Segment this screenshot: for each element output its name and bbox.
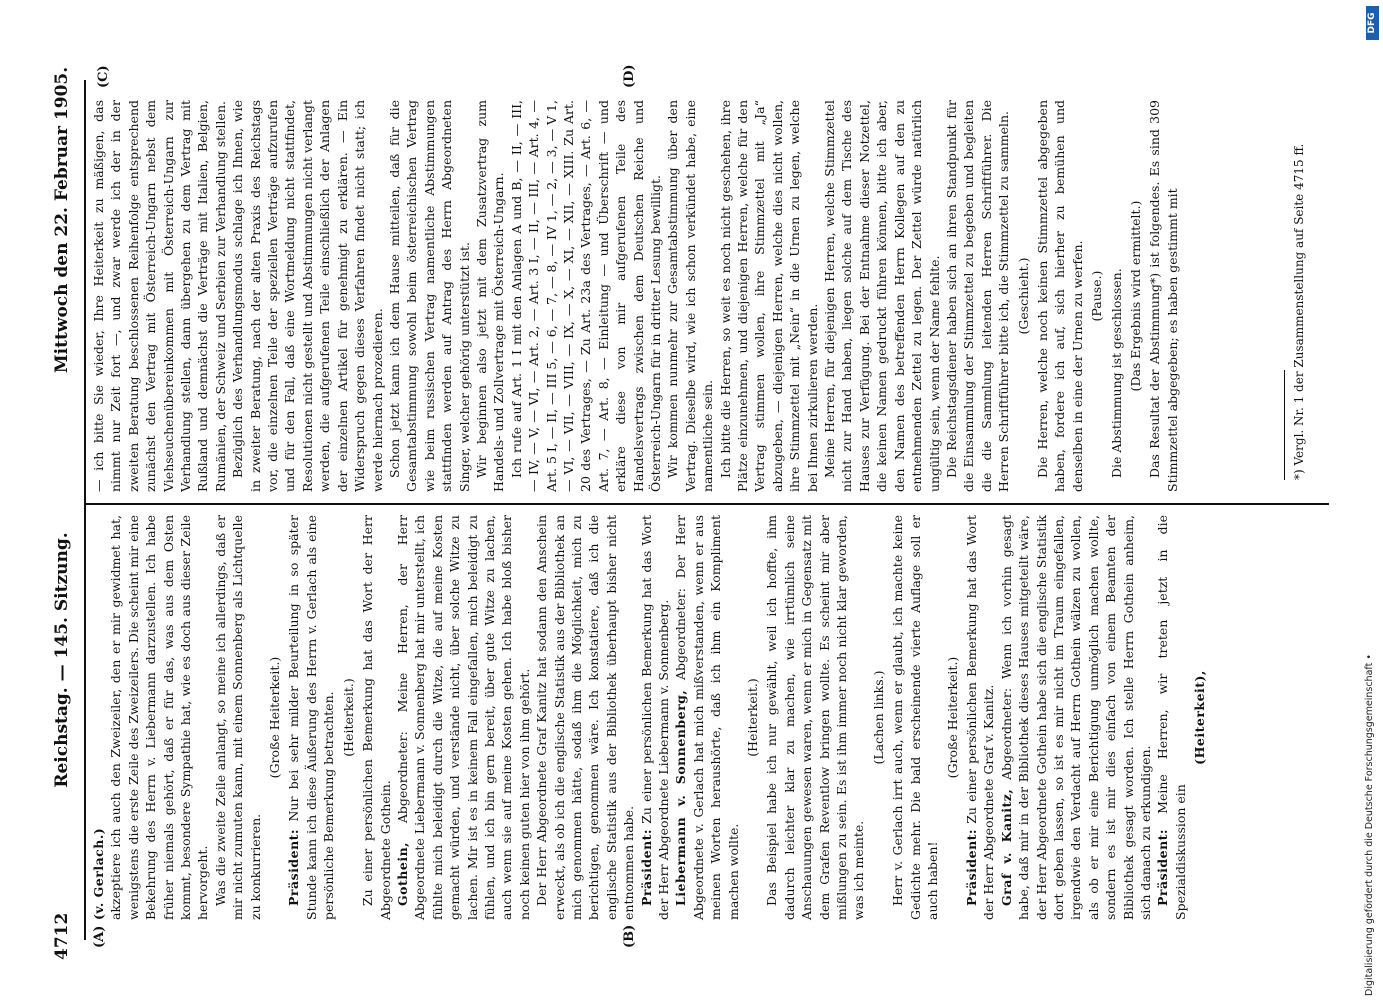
paragraph: Herr v. Gerlach irrt auch, wenn er glaubt, ich machte keine Gedichte mehr. Die bald erscheinende vierte Auflage soll er auch haben!: [890, 515, 941, 920]
paragraph: [672, 515, 742, 920]
paragraph: [998, 515, 1155, 920]
margin-marker-c: (C): [96, 65, 111, 88]
paragraph: akzeptiere ich auch den Zweizeiler, den er mir gewidmet hat, wenigstens die erste Zeile des Zweizeilers. Die scheint mir eine Bekehrung des Herrn v. Liebermann darzustellen. Ich habe früher niemals gehört, daß er für das, was aus dem Osten kommt, besondere Sympathie hat, wie es doch aus dieser Zeile hervorgeht.: [108, 515, 211, 920]
paragraph: [394, 515, 533, 920]
speech-text: Nur bei sehr milder Beurteilung in so später Stunde kann ich diese Äußerung des Herrn v. Gerlach als eine persönliche Bemerkung betrachten.: [286, 515, 337, 920]
footnote: *) Vergl. Nr. 1 der Zusammenstellung auf Seite 4715 ff.: [1292, 143, 1306, 480]
paragraph: Die Reichstagsdiener haben sich an ihren Standpunkt für die Einsammlung der Stimmzettel zu begeben und begleiten die die Sammlung leitenden Herren Schriftführer. Die Herren Schriftführer bitte ich, die Stimmzettel zu sammeln.: [943, 100, 1012, 492]
margin-marker-b: (B): [622, 924, 637, 948]
reaction: (Heiterkeit),: [1192, 670, 1208, 765]
speaker-label: Präsident:: [286, 828, 302, 906]
paragraph: [1154, 515, 1189, 920]
paragraph: Die Herren, welche noch keinen Stimmzettel abgegeben haben, fordere ich auf, sich hierher zu bemühen und denselben in eine der Urnen zu werfen.: [1034, 100, 1085, 492]
reaction: (Große Heiterkeit.): [267, 656, 283, 779]
speech-text: Abgeordneter: Wenn ich vorhin gesagt habe, daß mir in der Bibliothek dieses Hauses mitgeteilt wäre, der Herr Abgeordnete Gothein habe sich die englische Statistik dort geben lassen, so ist es mir nicht im Traum eingefallen, irgendwie den Verdacht auf Herrn Gothein wälzen zu wollen, als ob er mir eine Berichtigung unmöglich machen wollte, sondern es ist mir dies einfach von einem Beamten der Bibliothek gesagt worden. Ich stelle Herrn Gothein anheim, sich danach zu erkundigen.: [998, 515, 1153, 920]
reaction: (Das Ergebnis wird ermittelt.): [1127, 200, 1143, 392]
speaker-label: Graf v. Kanitz,: [998, 788, 1014, 906]
paragraph: Wir beginnen also jetzt mit dem Zusatzvertrag zum Handels- und Zollvertrage mit Österreich-Ungarn.: [473, 100, 507, 492]
right-column: [90, 100, 1181, 492]
header-rule: [84, 80, 86, 940]
paragraph: Das Resultat der Abstimmung*) ist folgendes. Es sind 309 Stimmzettel abgegeben; es haben gestimmt mit: [1147, 100, 1180, 492]
speech-text: Zu einer persönlichen Bemerkung hat das Wort der Herr Abgeordnete Liebermann v. Sonnenberg.: [638, 515, 671, 920]
dfg-logo-text: DFG: [1367, 12, 1377, 34]
speech-text: Abgeordneter: Meine Herren, der Herr Abgeordnete Liebermann v. Sonnenberg hat mir unterstellt, ich fühlte mich beleidigt durch die Witze, die auf meine Kosten gemacht würden, und verstände nicht, über solche Witze zu lachen. Mir ist es in keinem Fall eingefallen, mich beleidigt zu fühlen, und ich bin gern bereit, über gute Witze zu lachen, auch wenn sie auf meine Kosten gehen. Ich habe bloß bisher noch keinen guten hier von ihm gehört.: [394, 515, 532, 920]
paragraph: Das Beispiel habe ich nur gewählt, weil ich hoffte, ihm dadurch leichter klar zu machen, wie irrtümlich seine Anschauungen gewesen waren, wenn er mich in Gegensatz mit dem Grafen Reventlow bringen wollte. Es scheint mir aber mißlungen zu sein. Es ist ihm immer noch nicht klar geworden, was ich meinte.: [764, 515, 867, 920]
speaker-label: Gothein,: [394, 841, 410, 906]
paragraph: Ich bitte die Herren, so weit es noch nicht geschehen, ihre Plätze einzunehmen, und diejenigen Herren, welche für den Vertrag stimmen wollen, ihre Stimmzettel mit „Ja“ abzugeben, — diejenigen Herren, welche dies nicht wollen, ihre Stimmzettel mit „Nein“ in die Urnen zu legen, welche bei Ihnen zirkulieren werden.: [717, 100, 820, 492]
paragraph: Wir kommen nunmehr zur Gesamtabstimmung über den Vertrag. Dieselbe wird, wie ich schon verkündet habe, eine namentliche sein.: [665, 100, 716, 492]
left-column: [90, 515, 1211, 920]
reaction: (Pause.): [1089, 270, 1105, 322]
footnote-rule: [1284, 370, 1285, 480]
speaker-label: Liebermann v. Sonnenberg,: [673, 689, 689, 906]
speaker-label: Präsident:: [638, 828, 654, 906]
reaction: (Lachen links.): [870, 670, 886, 765]
speaker-label: Präsident:: [963, 828, 979, 906]
credit-text: Digitalisierung gefördert durch die Deutsche Forschungsgemeinschaft •: [1364, 654, 1375, 996]
paragraph: [963, 515, 998, 920]
paragraph: [638, 515, 673, 920]
running-head: [40, 40, 74, 960]
paragraph: Die Abstimmung ist geschlossen.: [1108, 268, 1124, 478]
paragraph: Der Herr Abgeordnete Graf Kanitz hat sodann den Anschein erweckt, als ob ich die englische Statistik aus der Bibliothek an mich genommen hätte, sodaß ihm die Möglichkeit, mich zu berichtigen, genommen wäre. Ich konstatiere, daß ich die englische Statistik aus der Bibliothek überhaupt bisher nicht entnommen habe.: [534, 515, 637, 920]
paragraph: [285, 515, 337, 920]
paragraph: Zu einer persönlichen Bemerkung hat das Wort der Herr Abgeordnete Gothein.: [360, 515, 393, 920]
reaction: (Geschieht.): [1015, 257, 1031, 335]
margin-marker-d: (D): [622, 64, 637, 88]
paragraph: — ich bitte Sie wieder, Ihre Heiterkeit zu mäßigen, das nimmt nur Zeit fort —, und zwar werde ich der in der zweiten Beratung beschlossenen Reihenfolge entsprechend zunächst den Vertrag mit Österreich-Ungarn nebst dem Viehseuchenübereinkommen mit Österreich-Ungarn zur Verhandlung stellen, dann übergehen zu dem Vertrag mit Rußland und demnächst die Verträge mit Italien, Belgien, Rumänien, der Schweiz und Serbien zur Verhandlung stellen.: [91, 100, 228, 492]
reaction: (Große Heiterkeit.): [944, 656, 960, 779]
digitization-credit: [1364, 6, 1380, 996]
paragraph: Meine Herren, für diejenigen Herren, welche Stimmzettel nicht zur Hand haben, liegen solche auf dem Tische des Hauses zur Verfügung. Bei der Entnahme dieser Notzettel, die keinen Namen gedruckt führen können, bitte ich aber, den Namen des betreffenden Herrn Kollegen auf den zu entnehmenden Zettel zu legen. Der Zettel würde natürlich ungültig sein, wenn der Name fehlte.: [822, 100, 942, 492]
running-head-session: Reichstag. — 145. Sitzung.: [52, 532, 72, 788]
dfg-logo: [1366, 6, 1379, 40]
speaker-label: (v. Gerlach.): [91, 827, 106, 920]
paragraph: [90, 515, 107, 920]
speech-text: Abgeordneter: Der Herr Abgeordnete v. Gerlach hat mich mißverstanden, wenn er aus meinen Worten heraushörte, daß ich ihm ein Kompliment machen wollte.: [673, 515, 741, 920]
page-number: 4712: [52, 912, 72, 960]
paragraph: Was die zweite Zeile anlangt, so meine ich allerdings, daß er mir nicht zumuten kann, mit einem Sonnenberg als Lichtquelle zu konkurrieren.: [212, 515, 263, 920]
speech-text: Zu einer persönlichen Bemerkung hat das Wort der Herr Abgeordnete Graf v. Kanitz.: [963, 515, 997, 920]
reaction: (Heiterkeit.): [745, 678, 761, 757]
paragraph: Bezüglich des Verhandlungsmodus schlage ich Ihnen, wie in zweiter Beratung, nach der alten Praxis des Reichstags vor, die einzelnen Teile der speziellen Verträge aufzurufen und für den Fall, daß eine Wortmeldung nicht stattfindet, Resolutionen nicht gestellt und Abstimmungen nicht verlangt werden, die aufgerufenen Teile einschließlich der Anlagen der einzelnen Artikel für genehmigt zu erklären. — Ein Widerspruch gegen dieses Verfahren findet nicht statt; ich werde hiernach prozedieren.: [230, 100, 385, 492]
margin-marker-a: (A): [92, 925, 107, 948]
paragraph: Schon jetzt kann ich dem Hause mitteilen, daß für die Gesamtabstimmung sowohl beim österreichischen Vertrag wie beim russischen Vertrag namentliche Abstimmungen stattfinden werden auf Antrag des Herrn Abgeordneten Singer, welcher gehörig unterstützt ist.: [386, 100, 472, 492]
reaction: (Heiterkeit.): [340, 678, 356, 757]
column-divider: [84, 503, 1329, 505]
speech-text: Meine Herren, wir treten jetzt in die Spezialdiskussion ein: [1155, 515, 1188, 920]
paragraph: Ich rufe auf Art. 1 I mit den Anlagen A und B, — II, — III, — IV, — V, — VI, — Art. 2, — Art. 3 I, — II, — III, — Art. 4, — Art. 5 I, — II, — III 5, — 6, — 7, — 8, — IV 1, — 2, — 3, — V 1, — VI, — VII, — VIII, — IX, — X, — XI, — XII, — XIII. Zu Art. 20 des Vertrages, — Zu Art. 23a des Vertrages, — Art. 6, — Art. 7, — Art. 8, — Einleitung — und Überschrift — und erkläre diese von mir aufgerufenen Teile des Handelsvertrags zwischen dem Deutschen Reiche und Österreich-Ungarn für in dritter Lesung bewilligt.: [508, 100, 663, 492]
speaker-label: Präsident:: [1155, 828, 1171, 906]
running-head-date: Mittwoch den 22. Februar 1905.: [52, 66, 72, 374]
